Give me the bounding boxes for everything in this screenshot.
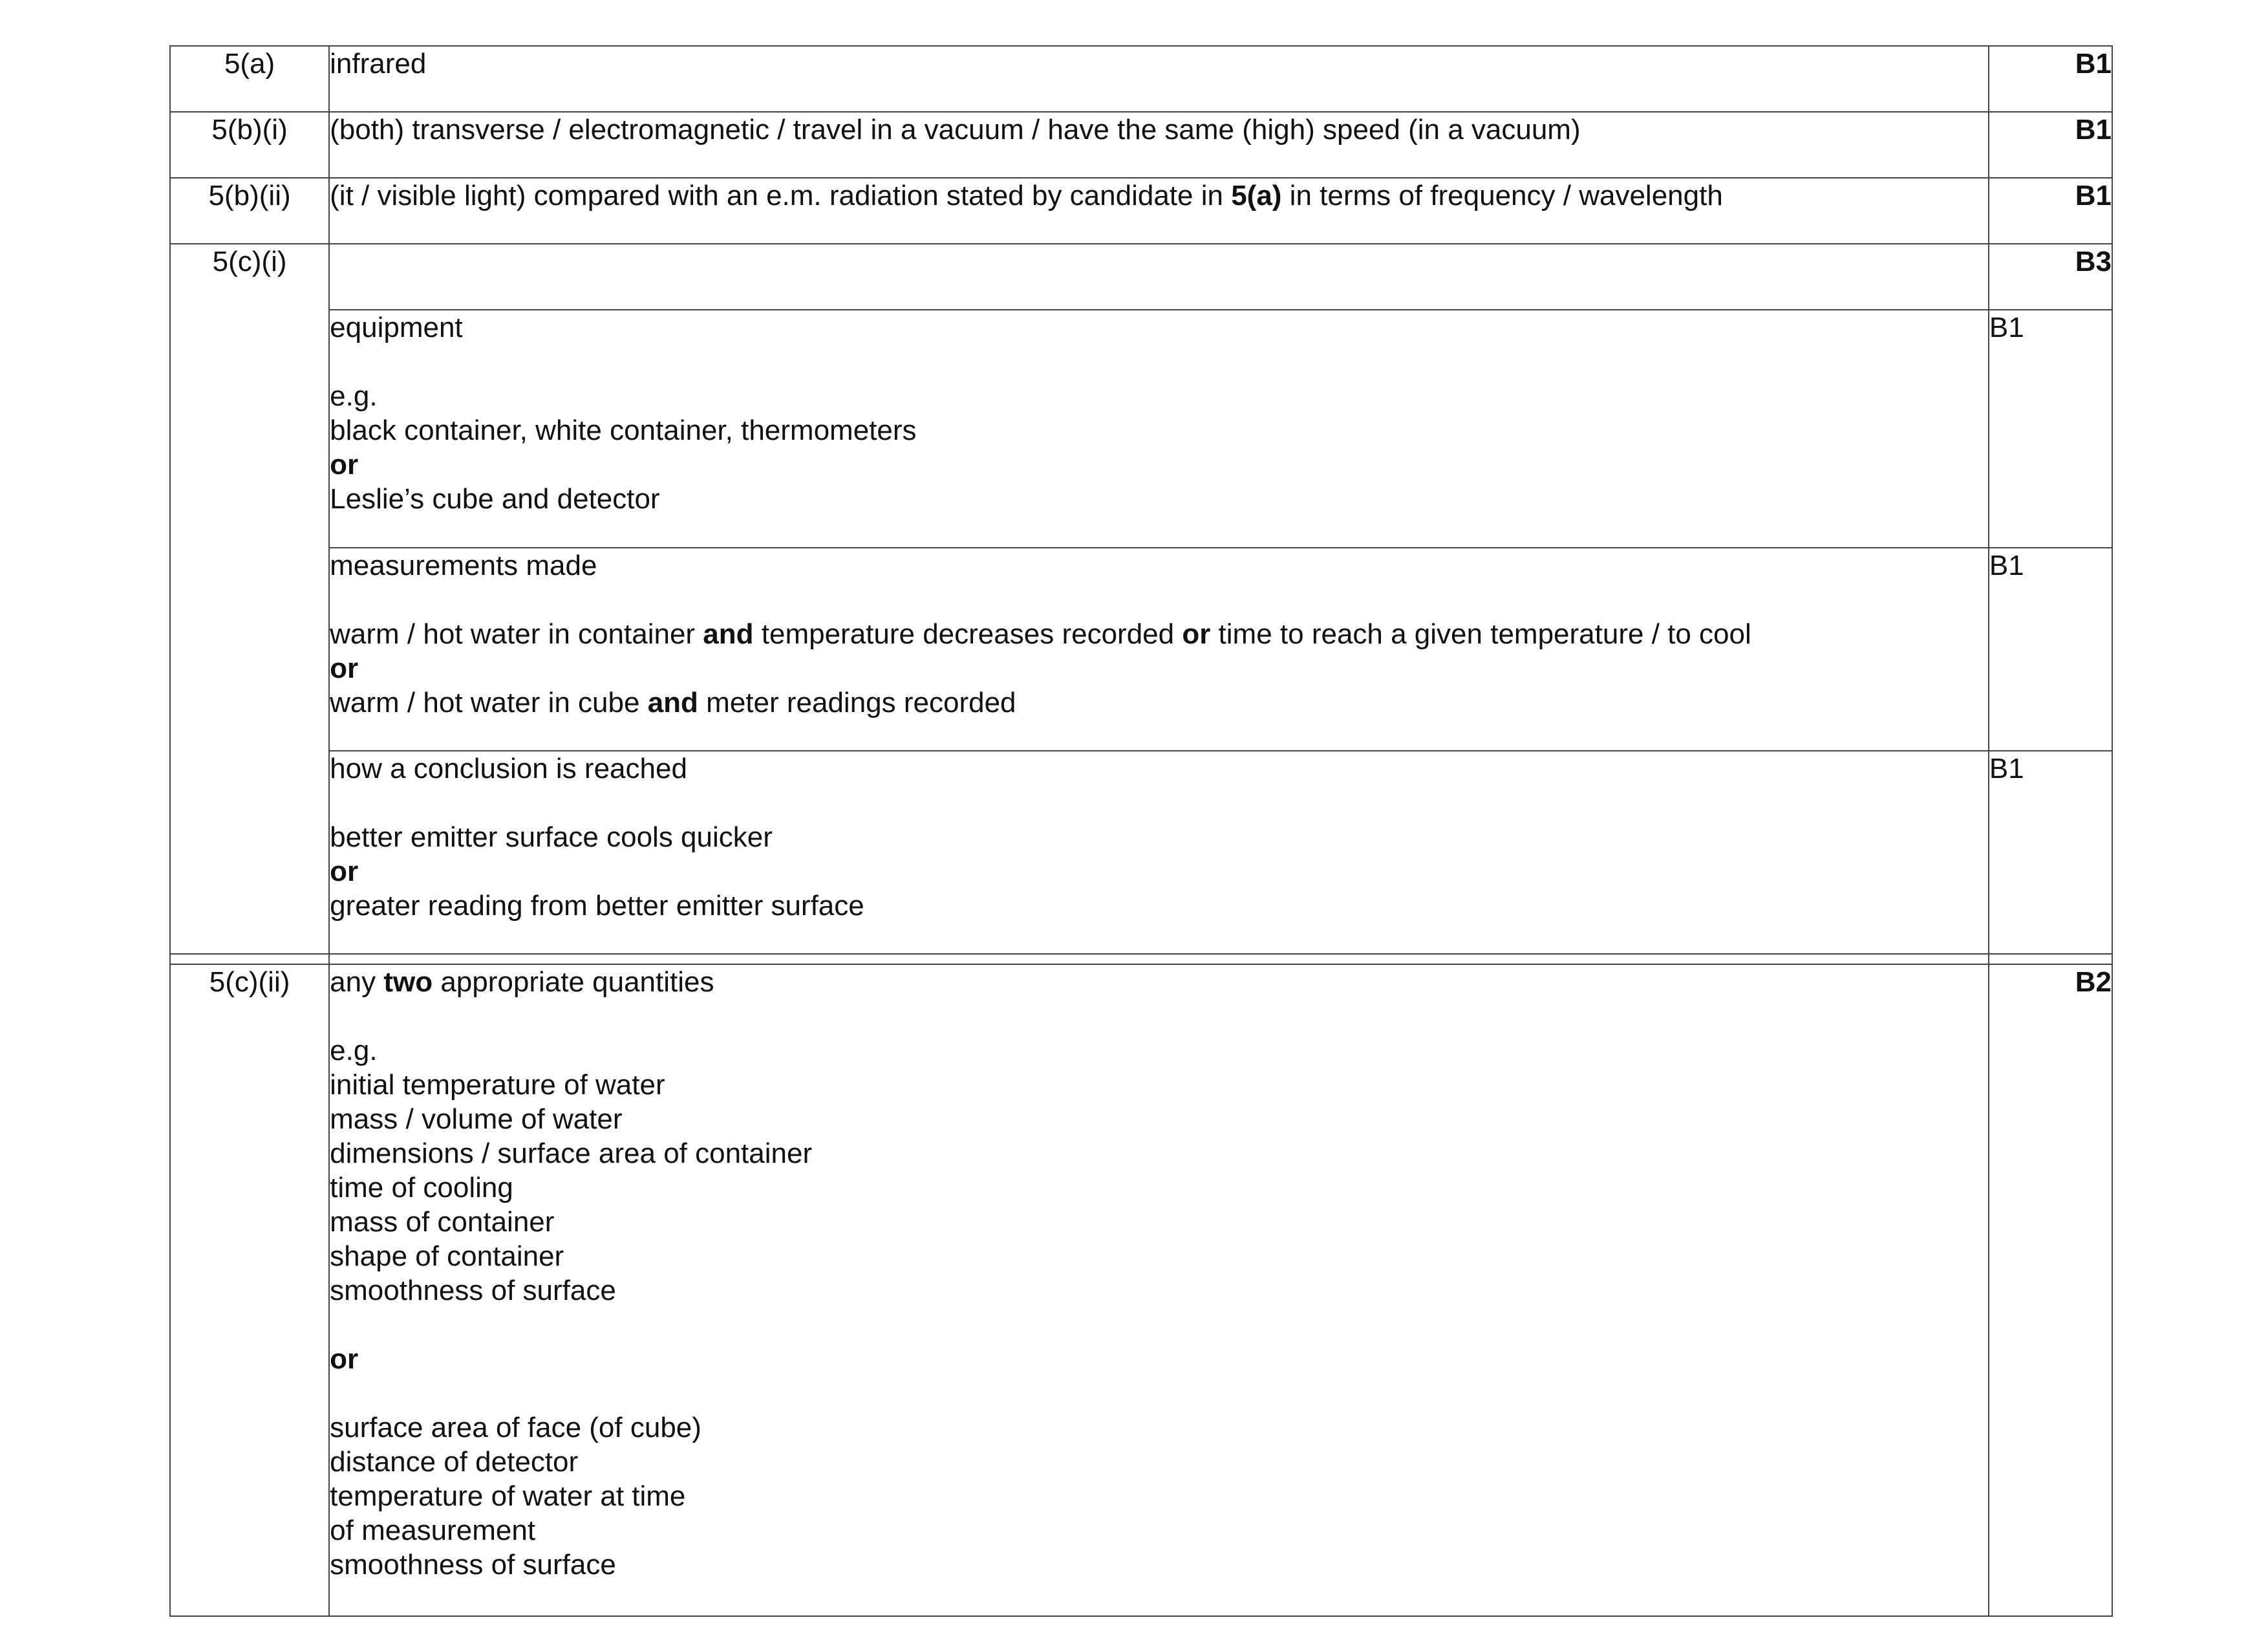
text-run: meter readings recorded <box>698 687 1016 718</box>
or-label: or <box>330 449 359 481</box>
equipment-heading: equipment <box>330 312 463 343</box>
text-run: any <box>330 966 384 998</box>
sub-mark: B1 <box>1989 310 2112 548</box>
text-run: appropriate quantities <box>433 966 714 998</box>
spacer <box>330 1308 1988 1342</box>
list-item: temperature of water at time <box>330 1480 686 1512</box>
answer-text: (both) transverse / electromagnetic / travel in a vacuum / have the same (high) speed (in a vacuum) <box>329 112 1989 178</box>
answer-text-pre: (it / visible light) compared with an e.m. radiation stated by candidate in <box>330 180 1232 211</box>
spacer <box>330 345 1988 379</box>
answer-text-empty <box>329 244 1989 310</box>
text-run-bold: and <box>647 687 698 718</box>
spacer <box>330 786 1988 820</box>
question-number: 5(b)(ii) <box>170 178 329 244</box>
text-run-bold: and <box>703 618 754 650</box>
conclusion-cell <box>329 751 1989 954</box>
separator-cell <box>329 954 1989 964</box>
list-item: dimensions / surface area of container <box>330 1138 813 1169</box>
quantities-intro <box>330 965 1988 999</box>
measurements-heading: measurements made <box>330 550 597 581</box>
equipment-line: Leslie’s cube and detector <box>330 483 660 515</box>
table-row <box>170 548 2112 751</box>
question-number: 5(a) <box>170 46 329 112</box>
list-item: of measurement <box>330 1515 536 1546</box>
list-item: distance of detector <box>330 1446 579 1478</box>
answer-text-post: in terms of frequency / wavelength <box>1281 180 1723 211</box>
answer-text-bold: 5(a) <box>1231 180 1282 211</box>
table-row <box>170 46 2112 112</box>
question-number: 5(c)(i) <box>170 244 329 954</box>
sub-mark: B1 <box>1989 751 2112 954</box>
mark: B3 <box>1989 244 2112 310</box>
question-number: 5(c)(ii) <box>170 964 329 1616</box>
separator-cell <box>170 954 329 964</box>
table-row <box>170 178 2112 244</box>
list-item: smoothness of surface <box>330 1549 616 1581</box>
measurements-line <box>330 617 1988 651</box>
eg-label: e.g. <box>330 1035 378 1066</box>
eg-label: e.g. <box>330 380 378 412</box>
mark: B2 <box>1989 964 2112 1616</box>
list-item: shape of container <box>330 1240 564 1272</box>
table-row <box>170 964 2112 1616</box>
conclusion-heading: how a conclusion is reached <box>330 753 687 784</box>
table-row <box>170 112 2112 178</box>
conclusion-line: better emitter surface cools quicker <box>330 821 773 853</box>
mark: B1 <box>1989 112 2112 178</box>
text-run-bold: two <box>383 966 433 998</box>
table-row <box>170 751 2112 954</box>
table-row <box>170 310 2112 548</box>
conclusion-line: greater reading from better emitter surface <box>330 890 864 922</box>
measurements-line <box>330 686 1988 720</box>
separator-cell <box>1989 954 2112 964</box>
text-run: time to reach a given temperature / to cool <box>1210 618 1751 650</box>
mark: B1 <box>1989 46 2112 112</box>
list-item: mass / volume of water <box>330 1103 623 1135</box>
table-row <box>170 244 2112 310</box>
or-label: or <box>330 1343 359 1375</box>
sub-mark: B1 <box>1989 548 2112 751</box>
or-label: or <box>330 653 359 684</box>
mark: B1 <box>1989 178 2112 244</box>
equipment-cell <box>329 310 1989 548</box>
list-item: initial temperature of water <box>330 1069 665 1101</box>
text-run: warm / hot water in container <box>330 618 703 650</box>
text-run-bold: or <box>1182 618 1211 650</box>
text-run: temperature decreases recorded <box>753 618 1182 650</box>
answer-text: infrared <box>329 46 1989 112</box>
list-item: time of cooling <box>330 1172 513 1204</box>
row-separator <box>170 954 2112 964</box>
list-item: mass of container <box>330 1206 555 1238</box>
mark-scheme-table <box>169 45 2113 1617</box>
spacer <box>330 583 1988 617</box>
quantities-cell <box>329 964 1989 1616</box>
list-item: surface area of face (of cube) <box>330 1412 701 1443</box>
text-run: warm / hot water in cube <box>330 687 648 718</box>
spacer <box>330 1376 1988 1410</box>
measurements-cell <box>329 548 1989 751</box>
spacer <box>330 999 1988 1033</box>
equipment-line: black container, white container, thermometers <box>330 415 917 446</box>
list-item: smoothness of surface <box>330 1275 616 1306</box>
or-label: or <box>330 856 359 887</box>
question-number: 5(b)(i) <box>170 112 329 178</box>
answer-text <box>329 178 1989 244</box>
